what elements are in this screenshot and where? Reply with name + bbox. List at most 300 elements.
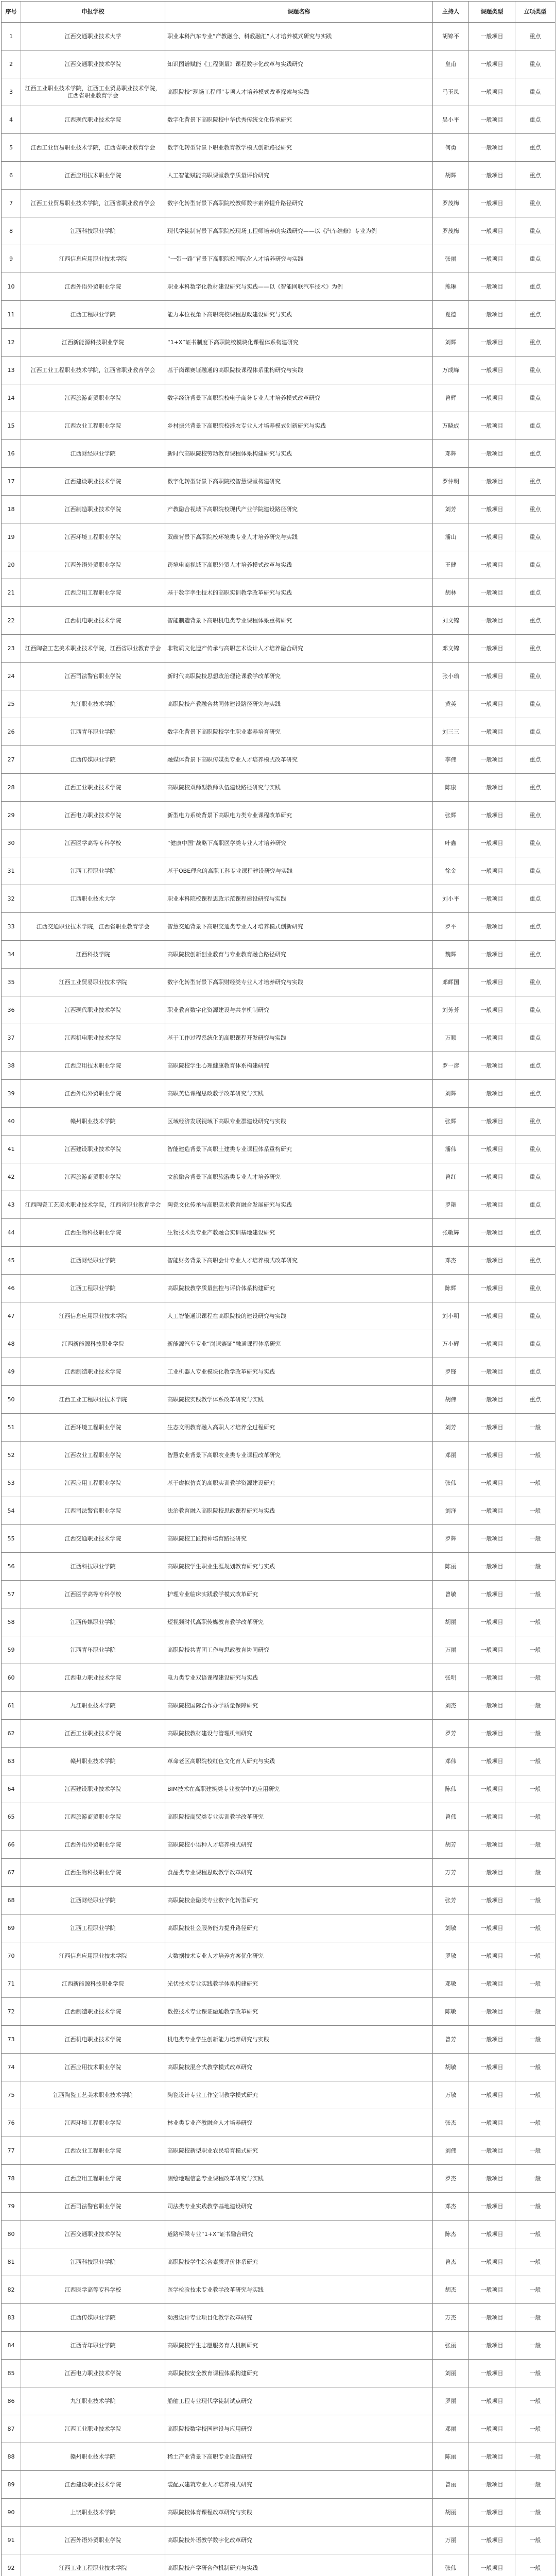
column-header-index: 序号 [2, 2, 21, 23]
table-row [2, 162, 555, 190]
row-category: 一般 [515, 2193, 555, 2221]
row-person: 曾伟 [433, 1803, 469, 1831]
row-school: 江西信息应用职业技术学院 [21, 245, 165, 273]
row-school: 江西工程职业学院 [21, 1914, 165, 1942]
table-row [2, 1636, 555, 1664]
row-title: 高职院校教材建设与管理机制研究 [165, 1720, 433, 1748]
row-index: 51 [2, 1414, 21, 1442]
row-title: 新型电力系统背景下高职电力类专业课程改革研究 [165, 802, 433, 829]
table-row [2, 941, 555, 969]
row-school: 江西青年职业学院 [21, 718, 165, 746]
table-body [2, 23, 555, 2576]
table-row [2, 969, 555, 996]
row-type: 一般项目 [469, 2026, 515, 2054]
row-person: 万杰 [433, 2304, 469, 2332]
row-title: 高职院校安全教育课程体系构建研究 [165, 2360, 433, 2387]
row-school: 江西现代职业技术学院 [21, 996, 165, 1024]
row-title: 职业本科数字化教材建设研究与实践——以《智能网联汽车技术》为例 [165, 273, 433, 301]
table-row [2, 1998, 555, 2026]
row-person: 陈丽 [433, 1553, 469, 1581]
row-index: 63 [2, 1748, 21, 1775]
table-row [2, 1469, 555, 1497]
row-type: 一般项目 [469, 217, 515, 245]
row-type: 一般项目 [469, 1664, 515, 1692]
row-person: 胡芳 [433, 1831, 469, 1859]
row-index: 18 [2, 496, 21, 523]
row-category: 一般 [515, 2499, 555, 2527]
row-title: 数字化转型背景下职业教育教学模式创新路径研究 [165, 134, 433, 162]
row-school: 江西陶瓷工艺美术职业技术学院，江西省职业教育学会 [21, 635, 165, 663]
row-school: 江西传媒职业学院 [21, 1608, 165, 1636]
row-school: 江西生物科技职业学院 [21, 1859, 165, 1887]
row-school: 江西工业工程职业技术学院 [21, 2554, 165, 2576]
table-row [2, 2499, 555, 2527]
row-category: 重点 [515, 468, 555, 496]
row-school: 江西司法警官职业学院 [21, 1497, 165, 1525]
row-school: 江西新能源科技职业学院 [21, 1970, 165, 1998]
row-title: 高职院校混合式教学模式改革研究 [165, 2054, 433, 2081]
row-title: 法治教育融入高职院校思政课程研究与实践 [165, 1497, 433, 1525]
row-category: 重点 [515, 23, 555, 50]
table-row [2, 1386, 555, 1414]
row-index: 39 [2, 1080, 21, 1108]
row-school: 九江职业技术学院 [21, 2387, 165, 2415]
row-category: 重点 [515, 1275, 555, 1302]
table-row [2, 2109, 555, 2137]
row-type: 一般项目 [469, 23, 515, 50]
row-person: 邓辉国 [433, 969, 469, 996]
row-person: 潘山 [433, 523, 469, 551]
row-person: 刘洋 [433, 1497, 469, 1525]
row-category: 一般 [515, 2360, 555, 2387]
row-index: 43 [2, 1191, 21, 1219]
row-type: 一般项目 [469, 162, 515, 190]
row-school: 九江职业技术学院 [21, 690, 165, 718]
row-person: 胡敏 [433, 2054, 469, 2081]
row-school: 江西建设职业技术学院 [21, 1136, 165, 1163]
table-row [2, 1942, 555, 1970]
row-title: 职业本科汽车专业“产教融合、科教融汇”人才培养模式研究与实践 [165, 23, 433, 50]
row-school: 江西外语外贸职业学院 [21, 1080, 165, 1108]
row-index: 5 [2, 134, 21, 162]
row-category: 一般 [515, 1469, 555, 1497]
row-category: 一般 [515, 2387, 555, 2415]
row-type: 一般项目 [469, 412, 515, 440]
row-type: 一般项目 [469, 1608, 515, 1636]
row-type: 一般项目 [469, 941, 515, 969]
table-row [2, 2221, 555, 2248]
row-category: 重点 [515, 1358, 555, 1386]
row-title: 高职院校“现场工程师”专项人才培养模式改革探索与实践 [165, 78, 433, 106]
row-title: 高职院校外语教学数字化改革研究 [165, 2527, 433, 2554]
row-index: 47 [2, 1302, 21, 1330]
row-type: 一般项目 [469, 1414, 515, 1442]
table-row [2, 2304, 555, 2332]
row-school: 江西建设职业技术学院 [21, 468, 165, 496]
row-school: 江西工业贸易职业技术学院，江西省职业教育学会 [21, 134, 165, 162]
row-index: 71 [2, 1970, 21, 1998]
row-index: 69 [2, 1914, 21, 1942]
row-person: 罗辉 [433, 1525, 469, 1553]
row-type: 一般项目 [469, 2221, 515, 2248]
row-school: 江西应用技术职业学院 [21, 1052, 165, 1080]
row-person: 邓杰 [433, 1247, 469, 1275]
row-category: 一般 [515, 1414, 555, 1442]
row-category: 重点 [515, 1302, 555, 1330]
row-person: 罗茂梅 [433, 190, 469, 217]
row-category: 重点 [515, 78, 555, 106]
row-type: 一般项目 [469, 2193, 515, 2221]
row-category: 一般 [515, 2443, 555, 2471]
row-person: 陈杰 [433, 2221, 469, 2248]
row-category: 重点 [515, 1080, 555, 1108]
row-person: 曾红 [433, 1163, 469, 1191]
row-index: 78 [2, 2165, 21, 2193]
row-school: 九江职业技术学院 [21, 1692, 165, 1720]
table-row [2, 1136, 555, 1163]
row-index: 20 [2, 551, 21, 579]
row-title: 现代学徒制背景下高职院校现场工程师培养的实践研究——以《汽车维修》专业为例 [165, 217, 433, 245]
row-title: 高职院校产教融合共同体建设路径研究与实践 [165, 690, 433, 718]
row-index: 62 [2, 1720, 21, 1748]
row-school: 江西司法警官职业学院 [21, 663, 165, 690]
row-category: 重点 [515, 718, 555, 746]
row-type: 一般项目 [469, 1302, 515, 1330]
row-category: 重点 [515, 1247, 555, 1275]
row-school: 江西交通职业技术大学 [21, 23, 165, 50]
row-category: 一般 [515, 2081, 555, 2109]
table-row [2, 802, 555, 829]
row-school: 江西工业工程职业技术学院，江西省职业教育学会 [21, 357, 165, 384]
row-index: 90 [2, 2499, 21, 2527]
row-school: 江西医学高等专科学校 [21, 829, 165, 857]
row-category: 重点 [515, 774, 555, 802]
row-type: 一般项目 [469, 1859, 515, 1887]
row-person: 何勇 [433, 134, 469, 162]
row-title: 基于数字孪生技术的高职实训教学改革研究与实践 [165, 579, 433, 607]
row-school: 江西应用工程职业学院 [21, 1469, 165, 1497]
row-title: 数字经济背景下高职院校电子商务专业人才培养模式改革研究 [165, 384, 433, 412]
row-person: 李伟 [433, 746, 469, 774]
row-index: 7 [2, 190, 21, 217]
row-index: 12 [2, 329, 21, 357]
row-type: 一般项目 [469, 1136, 515, 1163]
row-category: 重点 [515, 190, 555, 217]
row-title: 陶瓷设计专业工作室制教学模式研究 [165, 2081, 433, 2109]
row-title: 非物质文化遗产传承与高职艺术设计人才培养融合研究 [165, 635, 433, 663]
column-header-school: 申报学校 [21, 2, 165, 23]
table-row [2, 1914, 555, 1942]
row-person: 邓伟 [433, 1748, 469, 1775]
table-header-row [2, 2, 555, 23]
row-type: 一般项目 [469, 2554, 515, 2576]
row-type: 一般项目 [469, 106, 515, 134]
row-person: 刘小明 [433, 1302, 469, 1330]
table-row [2, 885, 555, 913]
row-index: 67 [2, 1859, 21, 1887]
table-row [2, 384, 555, 412]
row-school: 江西现代职业技术学院 [21, 106, 165, 134]
row-category: 重点 [515, 1191, 555, 1219]
row-person: 魏辉 [433, 941, 469, 969]
row-school: 江西交通职业技术学院 [21, 2221, 165, 2248]
row-person: 刘三三 [433, 718, 469, 746]
row-index: 61 [2, 1692, 21, 1720]
row-index: 32 [2, 885, 21, 913]
row-title: 双碳背景下高职院校环境类专业人才培养研究与实践 [165, 523, 433, 551]
row-index: 75 [2, 2081, 21, 2109]
row-title: 高职院校教学质量监控与评价体系构建研究 [165, 1275, 433, 1302]
table-row [2, 1052, 555, 1080]
row-index: 31 [2, 857, 21, 885]
row-title: “健康中国”战略下高职医学类专业人才培养研究 [165, 829, 433, 857]
row-school: 江西电力职业技术学院 [21, 2360, 165, 2387]
row-index: 8 [2, 217, 21, 245]
row-index: 34 [2, 941, 21, 969]
row-title: 高职院校创新创业教育与专业教育融合路径研究 [165, 941, 433, 969]
row-category: 一般 [515, 1887, 555, 1914]
row-person: 罗一彦 [433, 1052, 469, 1080]
row-school: 江西外语外贸职业学院 [21, 2527, 165, 2554]
row-index: 72 [2, 1998, 21, 2026]
row-person: 叶鑫 [433, 829, 469, 857]
row-person: 万成峰 [433, 357, 469, 384]
row-title: 区域经济发展视域下高职专业群建设研究与实践 [165, 1108, 433, 1136]
table-row [2, 718, 555, 746]
row-school: 江西生物科技职业学院 [21, 1219, 165, 1247]
table-row [2, 468, 555, 496]
row-title: 高职院校工匠精神培育路径研究 [165, 1525, 433, 1553]
table-row [2, 996, 555, 1024]
row-person: 邓杰 [433, 2193, 469, 2221]
row-school: 江西环境工程职业学院 [21, 523, 165, 551]
row-type: 一般项目 [469, 579, 515, 607]
table-row [2, 551, 555, 579]
row-type: 一般项目 [469, 1525, 515, 1553]
row-person: 张芳 [433, 1887, 469, 1914]
row-school: 上饶职业技术学院 [21, 2499, 165, 2527]
row-school: 江西旅游商贸职业学院 [21, 384, 165, 412]
row-person: 罗仲明 [433, 468, 469, 496]
row-title: 高职院校国际合作办学质量保障研究 [165, 1692, 433, 1720]
table-row [2, 1163, 555, 1191]
row-title: 林业类专业产教融合人才培养研究 [165, 2109, 433, 2137]
row-category: 一般 [515, 1748, 555, 1775]
row-type: 一般项目 [469, 1358, 515, 1386]
row-type: 一般项目 [469, 523, 515, 551]
row-school: 江西科技职业学院 [21, 217, 165, 245]
row-category: 重点 [515, 245, 555, 273]
table-row [2, 496, 555, 523]
row-person: 张杰 [433, 2109, 469, 2137]
row-category: 一般 [515, 2221, 555, 2248]
table-row [2, 2332, 555, 2360]
row-index: 44 [2, 1219, 21, 1247]
row-school: 江西应用工程职业学院 [21, 579, 165, 607]
table-row [2, 1080, 555, 1108]
row-category: 重点 [515, 384, 555, 412]
row-school: 江西信息应用职业技术学院 [21, 1942, 165, 1970]
row-category: 一般 [515, 1942, 555, 1970]
row-category: 重点 [515, 551, 555, 579]
row-index: 16 [2, 440, 21, 468]
row-category: 一般 [515, 2137, 555, 2165]
row-title: 高职院校实践教学体系改革研究与实践 [165, 1386, 433, 1414]
row-title: 数字化转型背景下高职院校智慧课堂构建研究 [165, 468, 433, 496]
row-index: 14 [2, 384, 21, 412]
row-index: 66 [2, 1831, 21, 1859]
row-index: 28 [2, 774, 21, 802]
row-category: 一般 [515, 1525, 555, 1553]
row-school: 江西建设职业技术学院 [21, 2471, 165, 2499]
row-school: 江西传媒职业学院 [21, 2304, 165, 2332]
row-type: 一般项目 [469, 1191, 515, 1219]
row-title: 稀土产业背景下高职专业设置研究 [165, 2443, 433, 2471]
row-title: 基于工作过程系统化的高职课程开发研究与实践 [165, 1024, 433, 1052]
row-person: 张伟 [433, 1469, 469, 1497]
row-index: 9 [2, 245, 21, 273]
row-person: 吴小平 [433, 106, 469, 134]
table-row [2, 273, 555, 301]
row-person: 万丽 [433, 2527, 469, 2554]
row-person: 万顺 [433, 1024, 469, 1052]
row-category: 一般 [515, 2304, 555, 2332]
row-category: 重点 [515, 913, 555, 941]
row-index: 70 [2, 1942, 21, 1970]
table-row [2, 217, 555, 245]
row-category: 重点 [515, 663, 555, 690]
row-category: 重点 [515, 217, 555, 245]
row-index: 53 [2, 1469, 21, 1497]
row-type: 一般项目 [469, 1275, 515, 1302]
row-index: 6 [2, 162, 21, 190]
table-row [2, 2387, 555, 2415]
row-type: 一般项目 [469, 2415, 515, 2443]
row-title: 数字化背景下高职院校学生职业素养培育研究 [165, 718, 433, 746]
row-category: 重点 [515, 1386, 555, 1414]
row-type: 一般项目 [469, 1636, 515, 1664]
row-person: 夏德 [433, 301, 469, 329]
row-type: 一般项目 [469, 1581, 515, 1608]
row-category: 重点 [515, 1024, 555, 1052]
row-title: 高职院校产学研合作机制研究与实践 [165, 2554, 433, 2576]
table-row [2, 774, 555, 802]
row-category: 重点 [515, 1052, 555, 1080]
row-person: 刘芳 [433, 1414, 469, 1442]
table-row [2, 1442, 555, 1469]
table-row [2, 635, 555, 663]
row-title: 高职院校数字校园建设与应用研究 [165, 2415, 433, 2443]
row-category: 一般 [515, 2554, 555, 2576]
row-type: 一般项目 [469, 2165, 515, 2193]
row-person: 曾杰 [433, 2248, 469, 2276]
row-type: 一般项目 [469, 78, 515, 106]
row-person: 马玉凤 [433, 78, 469, 106]
row-person: 曾芳 [433, 2026, 469, 2054]
row-school: 江西环境工程职业学院 [21, 1414, 165, 1442]
row-title: 司法类专业实践教学基地建设研究 [165, 2193, 433, 2221]
row-category: 重点 [515, 802, 555, 829]
row-title: 高职院校商贸类专业实训教学改革研究 [165, 1803, 433, 1831]
row-person: 邓丽 [433, 1442, 469, 1469]
row-category: 重点 [515, 412, 555, 440]
row-index: 50 [2, 1386, 21, 1414]
row-type: 一般项目 [469, 1163, 515, 1191]
row-title: 智慧农业背景下高职农业类专业课程改革研究 [165, 1442, 433, 1469]
row-category: 一般 [515, 1803, 555, 1831]
row-type: 一般项目 [469, 718, 515, 746]
table-row [2, 746, 555, 774]
row-category: 重点 [515, 829, 555, 857]
row-category: 一般 [515, 1831, 555, 1859]
row-person: 张伟 [433, 2554, 469, 2576]
row-title: 生物技术类专业产教融合实训基地建设研究 [165, 1219, 433, 1247]
table-row [2, 2054, 555, 2081]
row-person: 刘杰 [433, 1692, 469, 1720]
row-category: 重点 [515, 1108, 555, 1136]
row-title: 革命老区高职院校红色文化育人研究与实践 [165, 1748, 433, 1775]
row-title: 融媒体背景下高职传媒类专业人才培养模式改革研究 [165, 746, 433, 774]
row-category: 重点 [515, 746, 555, 774]
table-row [2, 913, 555, 941]
row-index: 41 [2, 1136, 21, 1163]
table-row [2, 663, 555, 690]
row-category: 一般 [515, 2276, 555, 2304]
row-category: 重点 [515, 1163, 555, 1191]
row-title: 机电类专业学生创新能力培养研究与实践 [165, 2026, 433, 2054]
table-row [2, 2527, 555, 2554]
row-person: 潘伟 [433, 1136, 469, 1163]
column-header-title: 课题名称 [165, 2, 433, 23]
row-index: 68 [2, 1887, 21, 1914]
row-category: 重点 [515, 1219, 555, 1247]
row-school: 江西工程职业学院 [21, 857, 165, 885]
table-row [2, 301, 555, 329]
row-school: 江西工业贸易职业技术学院 [21, 969, 165, 996]
row-category: 重点 [515, 301, 555, 329]
table-row [2, 1748, 555, 1775]
row-category: 一般 [515, 1914, 555, 1942]
row-title: 高职院校体育课程改革研究与实践 [165, 2499, 433, 2527]
row-type: 一般项目 [469, 913, 515, 941]
row-type: 一般项目 [469, 2360, 515, 2387]
row-index: 30 [2, 829, 21, 857]
row-title: 乡村振兴背景下高职院校涉农专业人才培养模式创新研究与实践 [165, 412, 433, 440]
row-person: 徐金 [433, 857, 469, 885]
row-person: 刘伟 [433, 2137, 469, 2165]
row-category: 重点 [515, 857, 555, 885]
row-index: 81 [2, 2248, 21, 2276]
row-index: 45 [2, 1247, 21, 1275]
row-type: 一般项目 [469, 2387, 515, 2415]
row-category: 重点 [515, 1330, 555, 1358]
row-title: 电力类专业双语课程建设研究与实践 [165, 1664, 433, 1692]
row-category: 一般 [515, 1775, 555, 1803]
row-school: 赣州职业技术学院 [21, 2443, 165, 2471]
row-index: 64 [2, 1775, 21, 1803]
table-row [2, 2137, 555, 2165]
row-type: 一般项目 [469, 1914, 515, 1942]
row-index: 19 [2, 523, 21, 551]
row-category: 重点 [515, 50, 555, 78]
row-category: 一般 [515, 2248, 555, 2276]
row-category: 一般 [515, 2054, 555, 2081]
row-type: 一般项目 [469, 1803, 515, 1831]
row-school: 江西财经职业学院 [21, 440, 165, 468]
row-school: 江西应用技术职业学院 [21, 162, 165, 190]
row-category: 重点 [515, 134, 555, 162]
row-title: 知识图谱赋能《工程测量》课程数字化改革与实践研究 [165, 50, 433, 78]
